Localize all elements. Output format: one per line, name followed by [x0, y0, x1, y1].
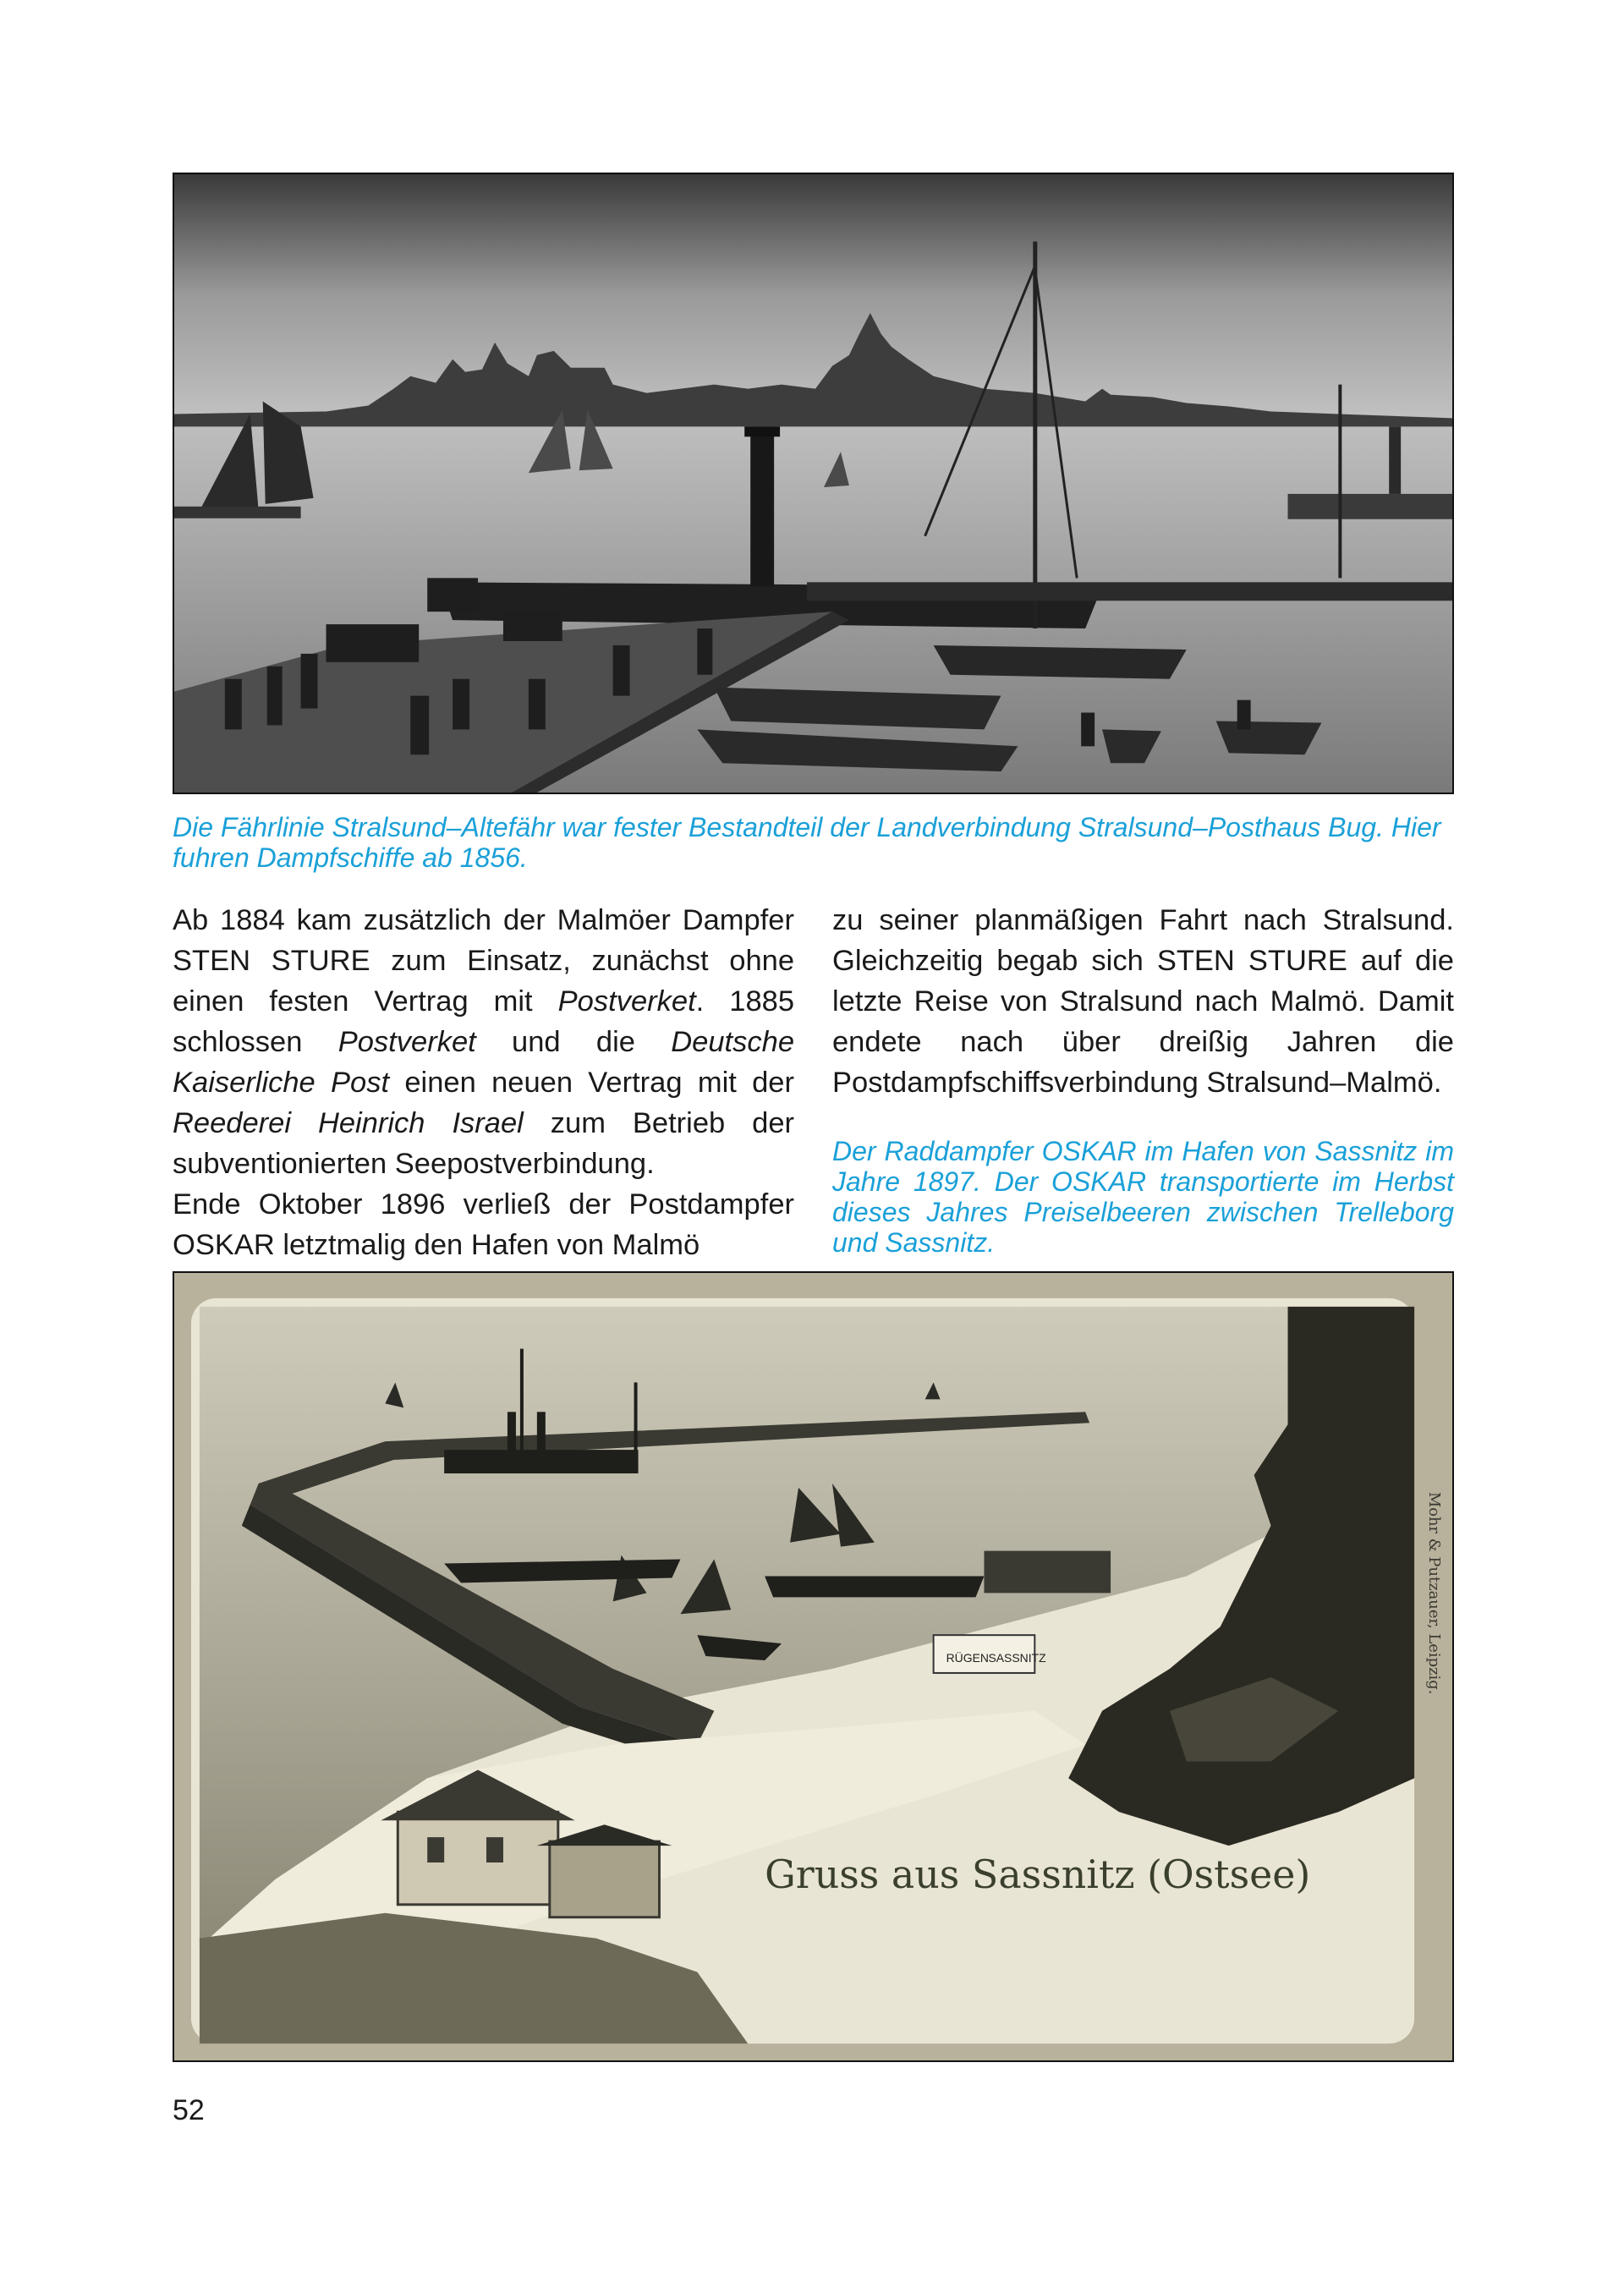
- body-text-segment: und die: [475, 1026, 672, 1058]
- top-figure-caption: Die Fährlinie Stralsund–Altefähr war fester Bestandteil der Landverbindung Stralsund–Posthaus Bug. Hier fuhren Dampfschiffe ab 1856.: [173, 812, 1441, 873]
- shed-sign-line2: SASSNITZ: [988, 1651, 1046, 1665]
- body-paragraph: zu seiner planmäßigen Fahrt nach Stralsund. Gleichzeitig begab sich STEN STURE auf die letzte Reise von Stralsund nach Malmö. Damit endete nach über dreißig Jahren die Postdampfschiffsverbindung Stralsund–Malmö.: [832, 904, 1454, 1099]
- harbour-steamer: [444, 1450, 638, 1473]
- publisher-imprint: Mohr & Putzauer, Leipzig.: [1425, 1491, 1444, 1695]
- sassnitz-postcard-illustration: [174, 1273, 1452, 2060]
- page-number: 52: [173, 2094, 205, 2126]
- body-text-segment: Ab 1884 kam zusätzlich der Malmöer Dampfer STEN STURE zum Einsatz, zunächst ohne einen festen Vertrag mit: [173, 904, 794, 1018]
- body-italic-term: Reederei Heinrich Israel: [173, 1107, 524, 1139]
- moored-boat: [934, 645, 1187, 679]
- body-paragraph: [173, 900, 794, 1184]
- body-italic-term: Postverket: [557, 985, 696, 1018]
- body-italic-term: Postverket: [337, 1026, 476, 1058]
- pier-warehouse: [984, 1551, 1111, 1594]
- body-left-column: [173, 900, 794, 1265]
- pier: [807, 582, 1452, 601]
- ferry-harbour-photo: [173, 173, 1454, 794]
- mast: [1338, 385, 1341, 579]
- body-paragraph: Ende Oktober 1896 verließ der Postdampfer OSKAR letztmalig den Hafen von Malmö: [173, 1188, 794, 1261]
- ferry-harbour-illustration: [174, 174, 1452, 793]
- mast: [1033, 242, 1037, 628]
- body-text-segment: . 1885 schlossen: [173, 985, 795, 1058]
- body-text-segment: zum Betrieb der subventionierten Seepostverbindung.: [173, 1107, 794, 1180]
- beach-hut: [398, 1812, 557, 1905]
- body-italic-term: Deutsche Kaiserliche Post: [173, 1026, 795, 1099]
- beach-shed: [550, 1841, 660, 1917]
- steamer-right-hull: [1288, 494, 1452, 519]
- body-text-segment: einen neuen Vertrag mit der: [389, 1067, 794, 1099]
- body-right-column: [832, 900, 1454, 1103]
- main-steamer-funnel: [750, 426, 774, 586]
- sassnitz-postcard-photo: [173, 1271, 1454, 2062]
- postcard-title: Gruss aus Sassnitz (Ostsee): [765, 1851, 1311, 1897]
- shed-sign-line1: RÜGEN: [946, 1651, 989, 1665]
- bottom-figure-caption: Der Raddampfer OSKAR im Hafen von Sassnitz im Jahre 1897. Der OSKAR transportierte im Herbst dieses Jahres Preiselbeeren zwischen Trelleborg und Sassnitz.: [832, 1136, 1454, 1258]
